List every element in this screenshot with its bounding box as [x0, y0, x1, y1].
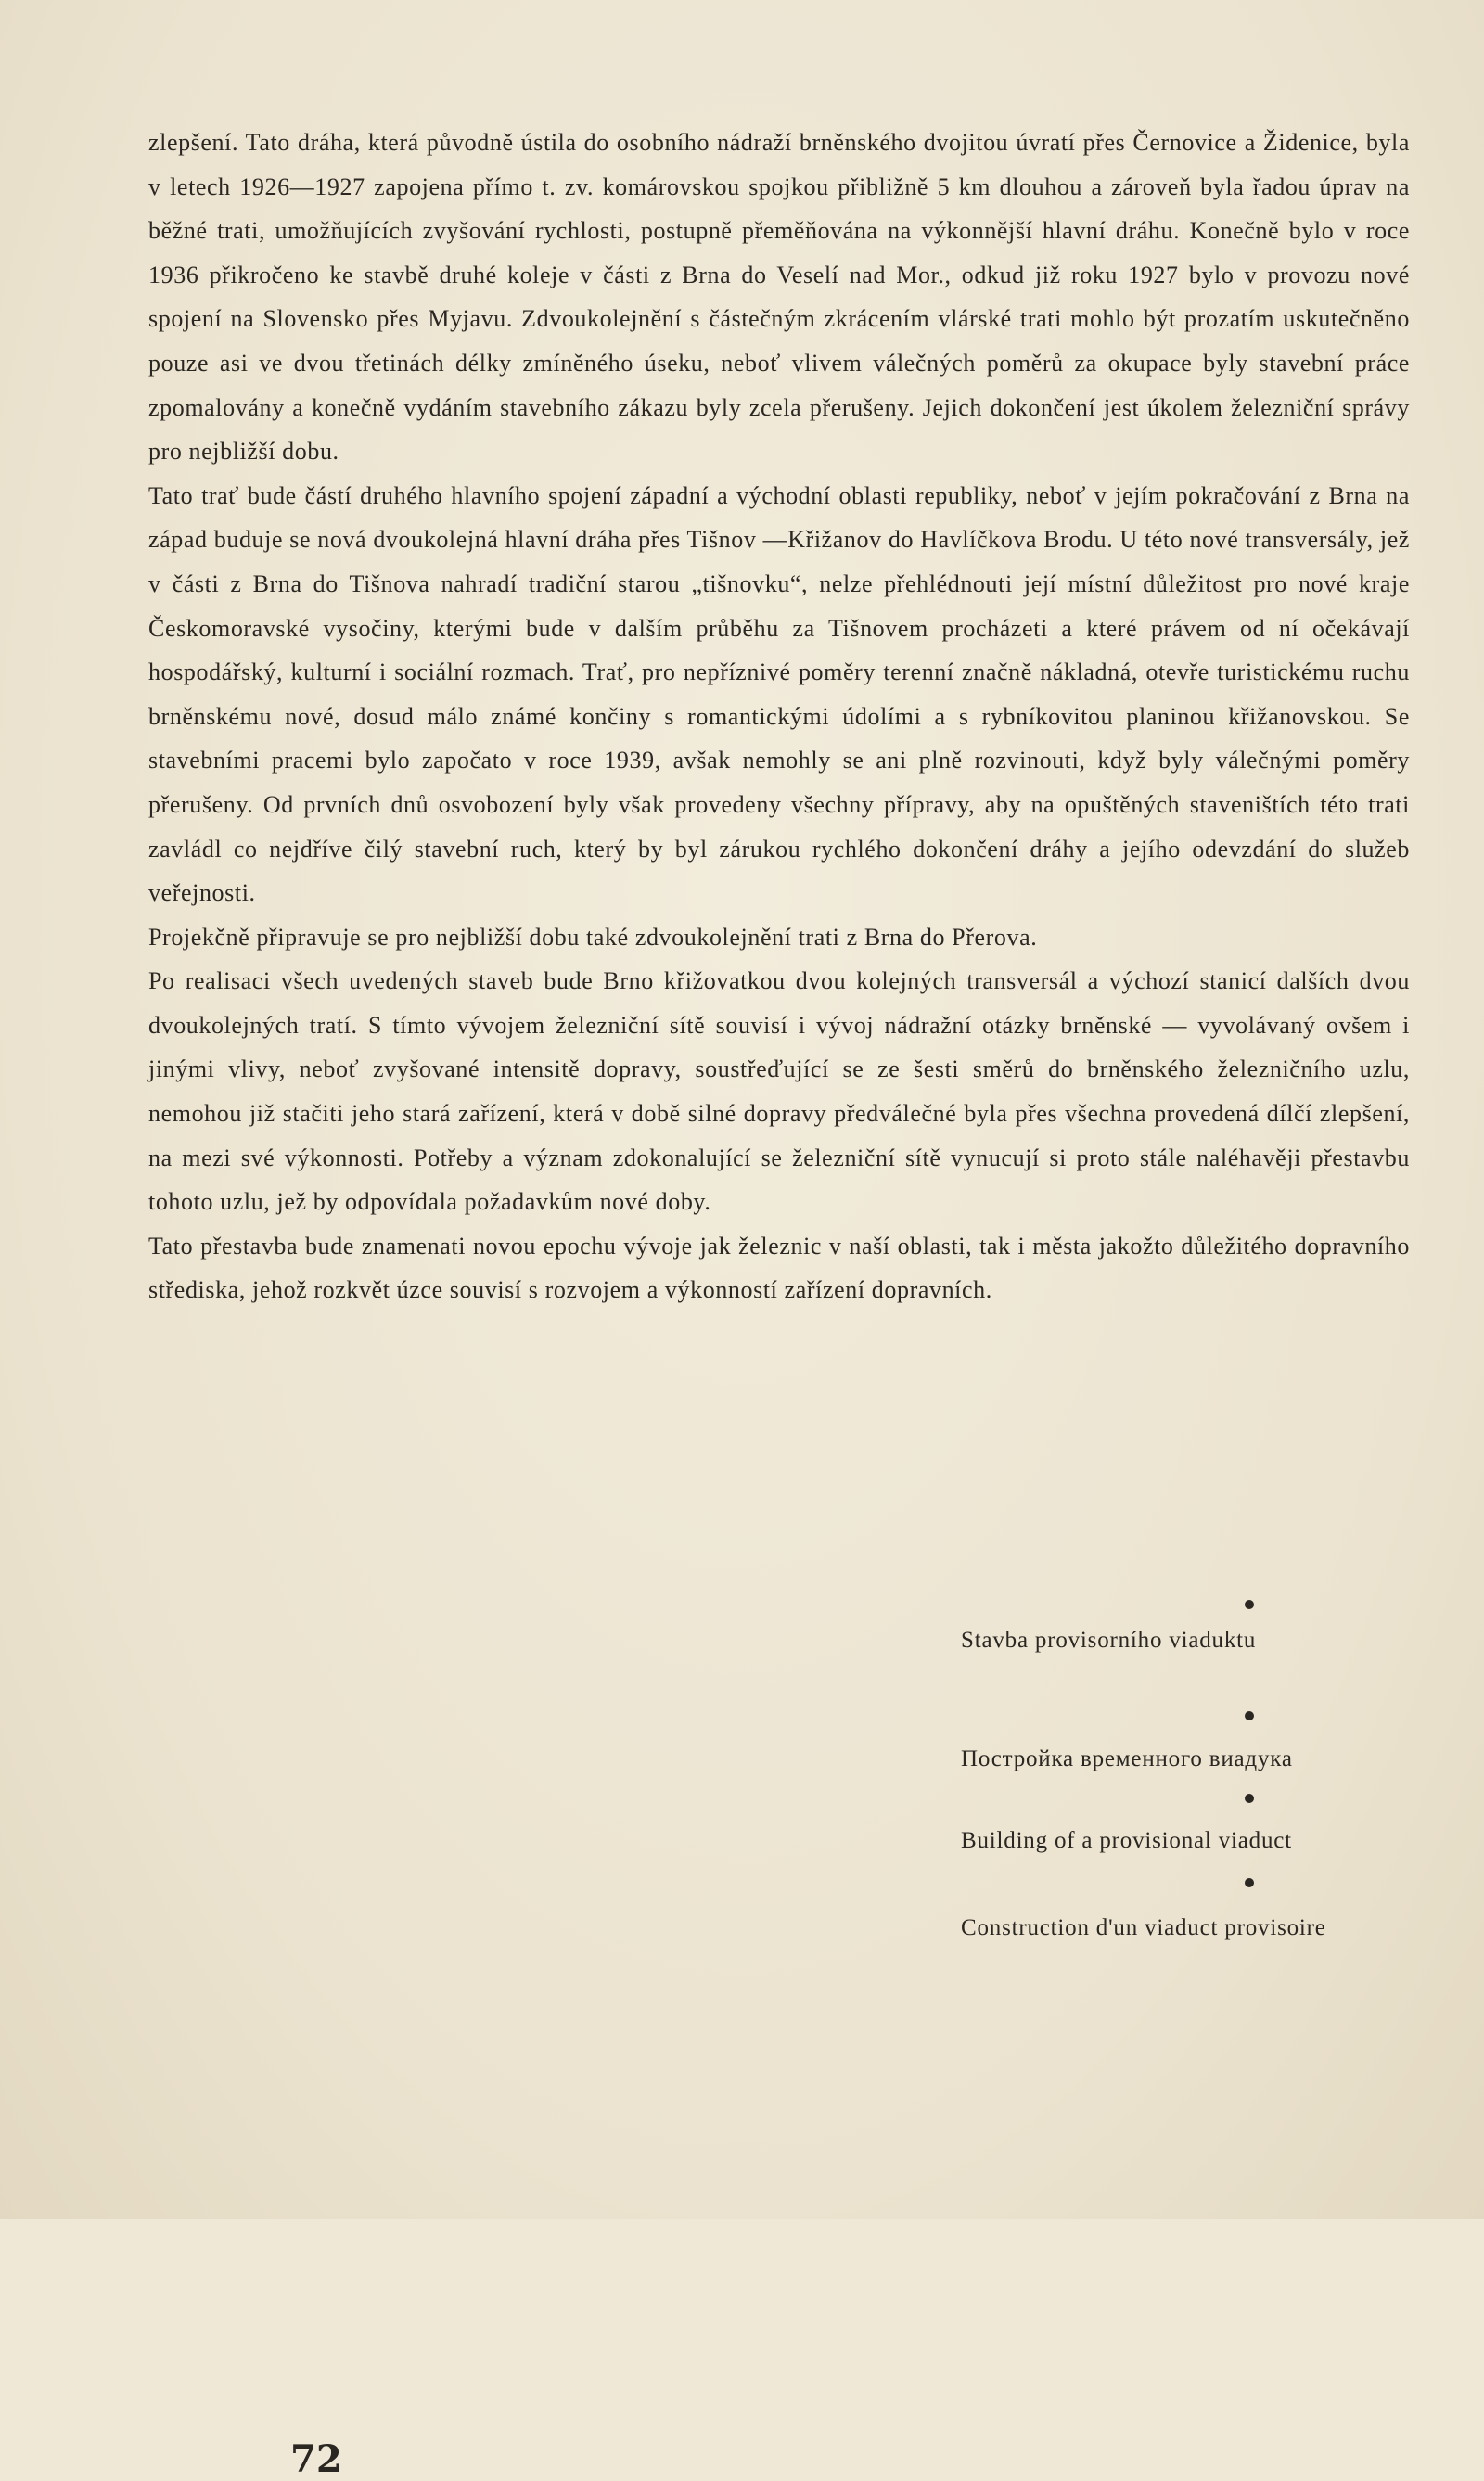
bullet-dot: [1245, 1711, 1254, 1720]
caption-russian: Постройка временного виадука: [961, 1746, 1293, 1771]
paragraph-4: Po realisaci všech uvedených staveb bude Brno křižovatkou dvou kolejných transversál a výchozí stanicí dalších dvou dvoukolejných tratí. S tímto vývojem železniční sítě souvisí i vývoj nádražní otázky brněnské — vyvolávaný ovšem i jinými vlivy, neboť zvyšované intensitě dopravy, soustřeďující se ze šesti směrů do brněnského železničního uzlu, nemohou již stačiti jeho stará zařízení, která v době silné dopravy předválečné byla přes všechna provedená dílčí zlepšení, na mezi své výkonnosti. Potřeby a význam zdokonalující se železniční sítě vynucují si proto stále naléhavěji přestavbu tohoto uzlu, jež by odpovídala požadavkům nové doby.: [148, 967, 1410, 1216]
caption-english: Building of a provisional viaduct: [961, 1828, 1292, 1853]
paragraph-3: Projekčně připravuje se pro nejbližší dobu také zdvoukolejnění trati z Brna do Přerova.: [148, 923, 1038, 951]
paragraph-1: zlepšení. Tato dráha, která původně ústila do osobního nádraží brněnského dvojitou úvratí přes Černovice a Židenice, byla v letech 1926—1927 zapojena přímo t. zv. komárovskou spojkou přibližně 5 km dlouhou a zároveň byla řadou úprav na běžné trati, umožňujících zvyšování rychlosti, postupně přeměňována na výkonnější hlavní dráhu. Konečně bylo v roce 1936 přikročeno ke stavbě druhé koleje v části z Brna do Veselí nad Mor., odkud již roku 1927 bylo v provozu nové spojení na Slovensko přes Myjavu. Zdvoukolejnění s částečným zkrácením vlárské trati mohlo být prozatím uskutečněno pouze asi ve dvou třetinách délky zmíněného úseku, neboť vlivem válečných poměrů za okupace byly stavební práce zpomalovány a konečně vydáním stavebního zákazu byly zcela přerušeny. Jejich dokončení jest úkolem železniční správy pro nejbližší dobu.: [148, 129, 1410, 466]
bullet-dot: [1245, 1600, 1254, 1609]
caption-french: Construction d'un viaduct provisoire: [961, 1915, 1326, 1940]
paragraph-5: Tato přestavba bude znamenati novou epochu vývoje jak železnic v naší oblasti, tak i města jakožto důležitého dopravního střediska, jehož rozkvět úzce souvisí s rozvojem a výkonností zařízení dopravních.: [148, 1232, 1410, 1304]
caption-czech: Stavba provisorního viaduktu: [961, 1628, 1257, 1653]
body-text: [148, 121, 1410, 1312]
page-number: 72: [290, 2437, 342, 2481]
paragraph-2: Tato trať bude částí druhého hlavního spojení západní a východní oblasti republiky, neboť v jejím pokračování z Brna na západ buduje se nová dvoukolejná hlavní dráha přes Tišnov —Křižanov do Havlíčkova Brodu. U této nové transversály, jež v části z Brna do Tišnova nahradí tradiční starou „tišnovku“, nelze přehlédnouti její místní důležitost pro nové kraje Českomoravské vysočiny, kterými bude v dalším průběhu za Tišnovem procházeti a které právem od ní očekávají hospodářský, kulturní i sociální rozmach. Trať, pro nepříznivé poměry terenní značně nákladná, otevře turistickému ruchu brněnskému nové, dosud málo známé končiny s romantickými údolími a s rybníkovitou planinou křižanovskou. Se stavebními pracemi bylo započato v roce 1939, avšak nemohly se ani plně rozvinouti, když byly válečnými poměry přerušeny. Od prvních dnů osvobození byly však provedeny všechny přípravy, aby na opuštěných staveništích této trati zavládl co nejdříve čilý stavební ruch, který by byl zárukou rychlého dokončení dráhy a jejího odevzdání do služeb veřejnosti.: [148, 481, 1410, 907]
bullet-dot: [1245, 1794, 1254, 1803]
bullet-dot: [1245, 1878, 1254, 1887]
